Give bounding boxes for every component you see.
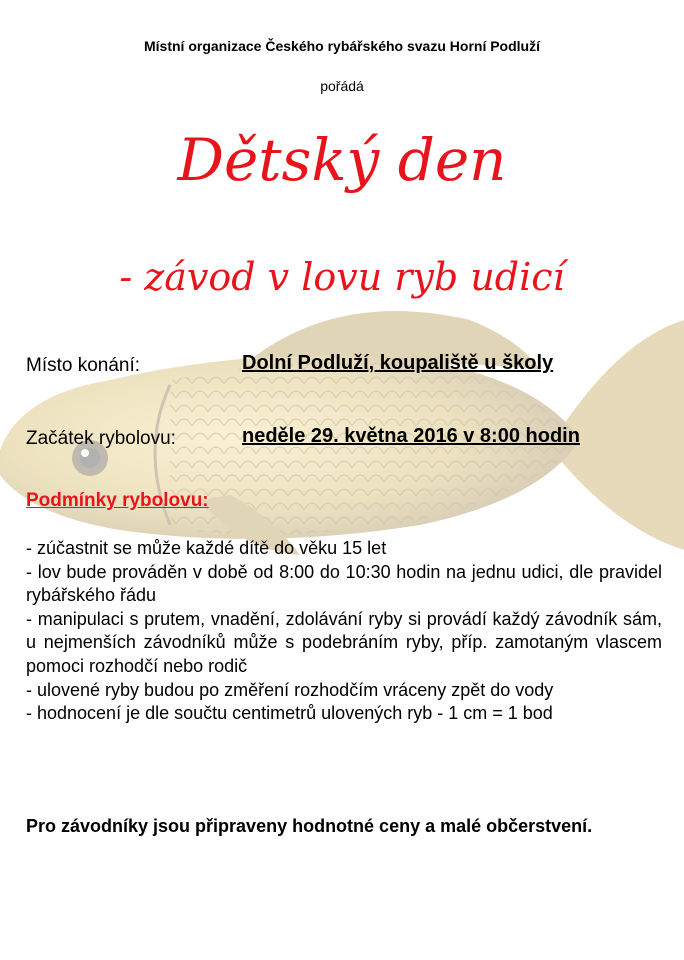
venue-label: Místo konání: (26, 355, 141, 376)
start-value: neděle 29. května 2016 v 8:00 hodin (242, 425, 580, 447)
conditions-heading: Podmínky rybolovu: (26, 490, 209, 511)
rules-list (26, 537, 662, 726)
rule-item: - manipulaci s prutem, vnadění, zdolávání ryby si provádí každý závodník sám, u nejmenších závodníků může s podebráním ryby, příp. zamotaným vlascem pomoci rozhodčí nebo rodič (26, 608, 662, 676)
venue-value: Dolní Podluží, koupaliště u školy (242, 352, 554, 374)
presents-line: pořádá (320, 78, 364, 94)
event-title: Dětský den (177, 126, 507, 194)
rule-item: - lov bude prováděn v době od 8:00 do 10:30 hodin na jednu udici, dle pravidel rybářského řádu (26, 561, 662, 606)
prizes-text: Pro závodníky jsou připraveny hodnotné ceny a malé občerstvení. (26, 816, 593, 836)
rule-item: - zúčastnit se může každé dítě do věku 15 let (26, 538, 387, 558)
event-subtitle: - závod v lovu ryb udicí (119, 255, 565, 299)
start-label: Začátek rybolovu: (26, 428, 176, 449)
rule-item: - ulovené ryby budou po změření rozhodčím vráceny zpět do vody (26, 679, 554, 700)
organizer-line: Místní organizace Českého rybářského svazu Horní Podluží (144, 38, 540, 54)
rule-item: - hodnocení je dle součtu centimetrů ulovených ryb - 1 cm = 1 bod (26, 703, 553, 724)
